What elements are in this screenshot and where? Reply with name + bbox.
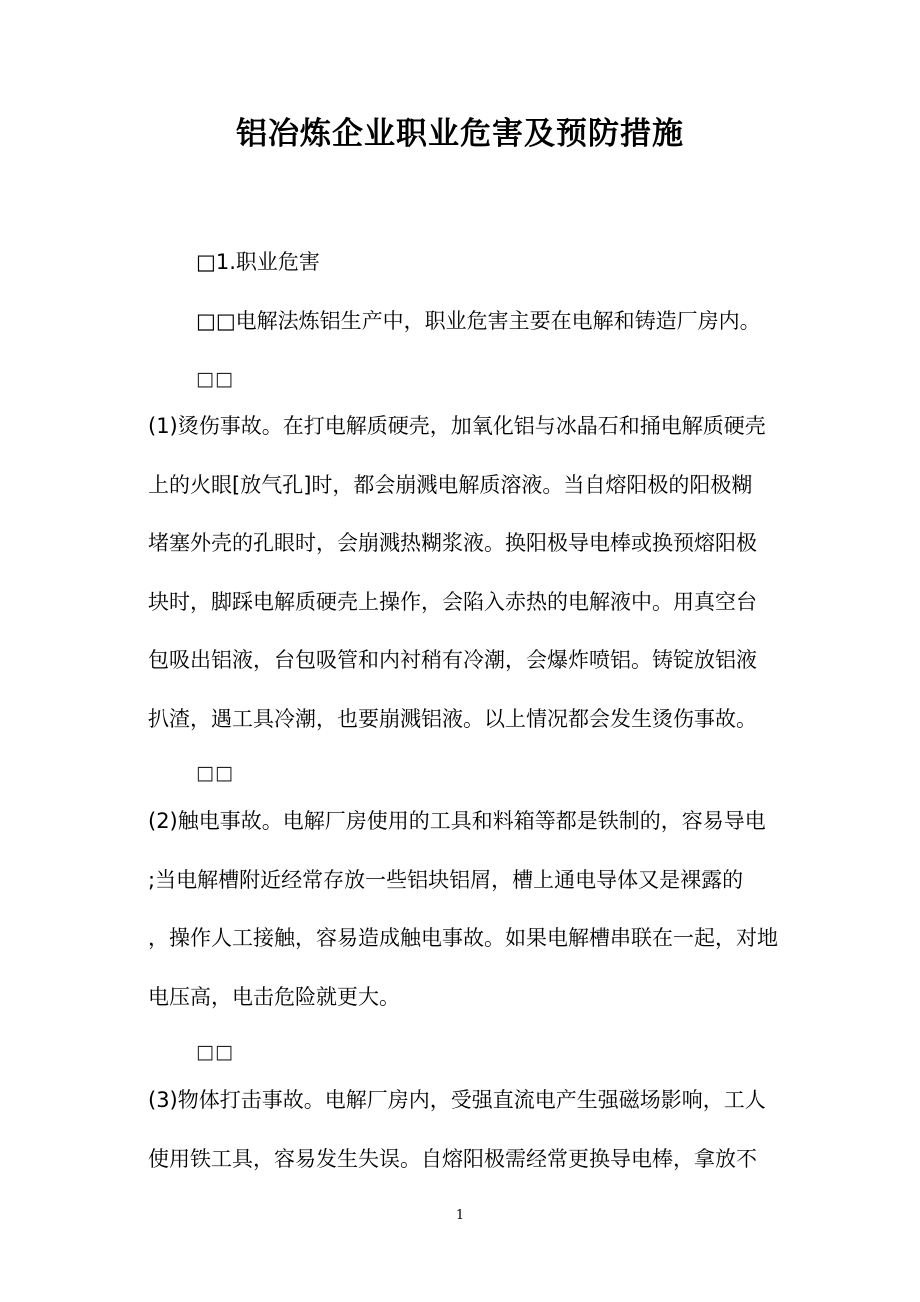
page-number: 1 bbox=[455, 1208, 465, 1223]
spacer-line: □□ bbox=[196, 368, 234, 390]
paragraph-line: (2)触电事故。电解厂房使用的工具和料箱等都是铁制的，容易导电 bbox=[148, 809, 766, 833]
paragraph-electric-shock bbox=[148, 792, 778, 1026]
paragraph-line: 扒渣，遇工具冷潮，也要崩溅铝液。以上情况都会发生烫伤事故。 bbox=[148, 706, 757, 731]
spacer-line: □□ bbox=[196, 1041, 234, 1063]
spacer-line: □□ bbox=[196, 762, 234, 784]
paragraph-line: 包吸出铝液，台包吸管和内衬稍有冷潮，会爆炸喷铝。铸锭放铝液 bbox=[148, 648, 757, 672]
section-heading: □1.职业危害 bbox=[196, 250, 320, 274]
intro-paragraph: □□电解法炼铝生产中，职业危害主要在电解和铸造厂房内。 bbox=[196, 309, 761, 333]
paragraph-line: 块时，脚踩电解质硬壳上操作，会陷入赤热的电解液中。用真空台 bbox=[148, 589, 757, 614]
paragraph-line: ，操作人工接触，容易造成触电事故。如果电解槽串联在一起，对地 bbox=[148, 926, 778, 950]
paragraph-line: ;当电解槽附近经常存放一些铝块铝屑，槽上通电导体又是裸露的 bbox=[148, 867, 744, 892]
paragraph-line: 电压高，电击危险就更大。 bbox=[148, 984, 400, 1009]
paragraph-line: 堵塞外壳的孔眼时，会崩溅热糊浆液。换阳极导电棒或换预熔阳极 bbox=[148, 531, 757, 555]
paragraph-burn-accidents bbox=[148, 397, 778, 748]
paragraph-line: 上的火眼[放气孔]时，都会崩溅电解质溶液。当自熔阳极的阳极糊 bbox=[148, 472, 753, 497]
paragraph-line: (3)物体打击事故。电解厂房内，受强直流电产生强磁场影响，工人 bbox=[148, 1088, 766, 1112]
page-title: 铝冶炼企业职业危害及预防措施 bbox=[236, 116, 684, 152]
paragraph-object-strike bbox=[148, 1071, 778, 1188]
paragraph-line: (1)烫伤事故。在打电解质硬壳，加氧化铝与冰晶石和捅电解质硬壳 bbox=[148, 414, 766, 438]
paragraph-line: 使用铁工具，容易发生失误。自熔阳极需经常更换导电棒，拿放不 bbox=[148, 1146, 757, 1171]
